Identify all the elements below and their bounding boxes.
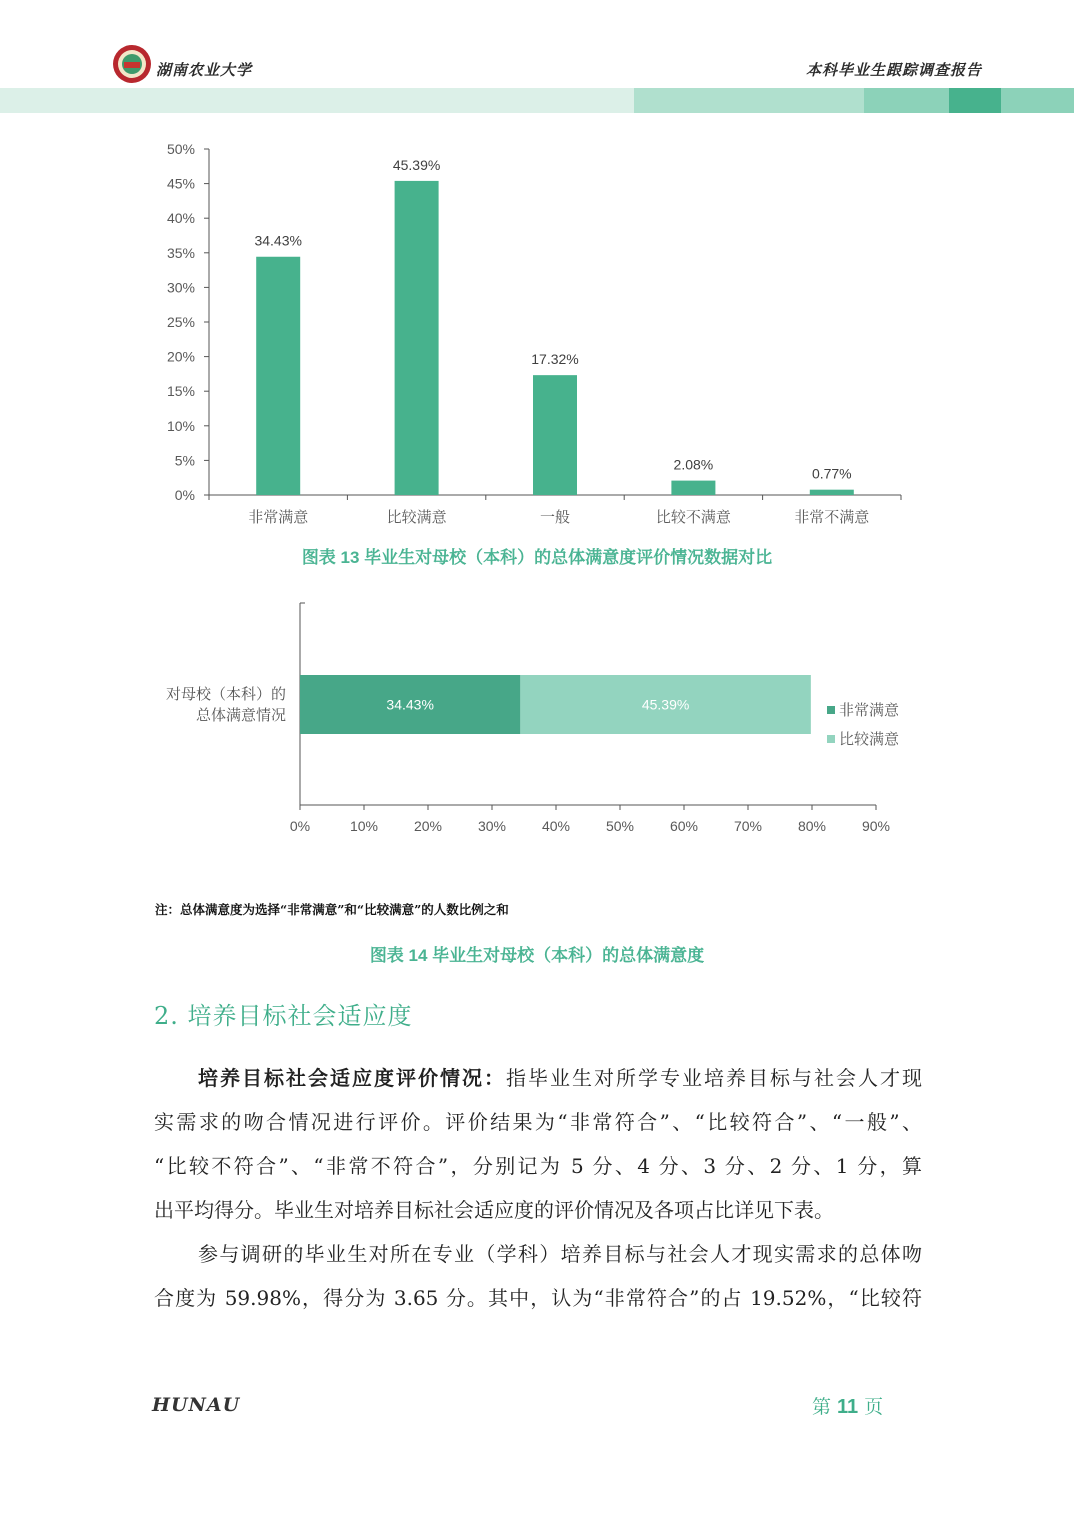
- x-tick-label: 20%: [413, 818, 443, 834]
- paragraph-2-line2: 合度为 59.98%，得分为 3.65 分。其中，认为“非常符合”的占 19.52%，“比较符: [154, 1286, 922, 1310]
- bar-2: [395, 181, 439, 495]
- paragraph-1-lead: 培养目标社会适应度评价情况：: [198, 1066, 506, 1090]
- paragraph-1-line: [154, 1056, 922, 1100]
- y-tick-label: 20%: [166, 348, 195, 365]
- paragraph-1-line3: “比较不符合”、“非常不符合”，分别记为 5 分、4 分、3 分、2 分、1 分，算: [154, 1154, 922, 1178]
- y-tick-label: 35%: [166, 244, 195, 261]
- bar-5: [810, 490, 854, 495]
- category-label-line1: 对母校（本科）的: [165, 686, 286, 703]
- segment-label: 45.39%: [641, 696, 690, 713]
- x-tick-label: 60%: [669, 818, 699, 834]
- report-title: 本科毕业生跟踪调查报告: [805, 61, 982, 79]
- legend-label: 非常满意: [839, 701, 900, 719]
- band-segment: [1001, 88, 1074, 113]
- x-tick-label: 一般: [539, 508, 571, 526]
- paragraph-2: [154, 1232, 922, 1320]
- bar-4: [671, 481, 715, 495]
- x-tick-label: 非常不满意: [794, 508, 870, 526]
- category-label-line2: 总体满意情况: [195, 707, 286, 724]
- data-label: 0.77%: [811, 465, 852, 482]
- y-tick-label: 40%: [166, 210, 195, 227]
- footer-brand: HUNAU: [152, 1394, 241, 1416]
- paragraph-1: [154, 1056, 922, 1232]
- band-segment: [0, 88, 634, 113]
- x-tick-label: 30%: [477, 818, 507, 834]
- y-tick-label: 45%: [166, 175, 195, 192]
- figure14-caption: 图表 14 毕业生对母校（本科）的总体满意度: [369, 946, 705, 965]
- university-logo: [112, 44, 152, 84]
- section-heading: 2. 培养目标社会适应度: [154, 1002, 413, 1030]
- legend-swatch: [827, 735, 835, 743]
- page-number-value: 11: [837, 1396, 859, 1418]
- x-tick-label: 80%: [797, 818, 827, 834]
- bar-1: [256, 257, 300, 495]
- band-segment: [634, 88, 864, 113]
- x-tick-label: 50%: [605, 818, 635, 834]
- y-tick-label: 0%: [174, 487, 195, 503]
- paragraph-1-line4: 出平均得分。毕业生对培养目标社会适应度的评价情况及各项占比详见下表。: [154, 1198, 834, 1222]
- data-label: 45.39%: [392, 156, 441, 173]
- paragraph-2-line1: 参与调研的毕业生对所在专业（学科）培养目标与社会人才现实需求的总体吻: [198, 1242, 922, 1266]
- data-label: 17.32%: [531, 351, 579, 368]
- university-name: 湖南农业大学: [156, 61, 253, 79]
- overall-satisfaction-stacked-chart: [0, 590, 1074, 850]
- paragraph-1-line1: 指毕业生对所学专业培养目标与社会人才现: [506, 1066, 922, 1090]
- x-tick-label: 40%: [541, 818, 571, 834]
- band-segment: [949, 88, 1001, 113]
- data-label: 34.43%: [254, 232, 302, 249]
- page-suffix: 页: [864, 1396, 884, 1418]
- legend-label: 比较满意: [839, 730, 900, 748]
- page-number: [812, 1392, 883, 1419]
- satisfaction-bar-chart: [0, 120, 1074, 540]
- data-label: 2.08%: [673, 456, 714, 473]
- y-tick-label: 30%: [166, 279, 195, 296]
- segment-label: 34.43%: [386, 696, 434, 713]
- x-tick-label: 非常满意: [248, 508, 309, 526]
- y-tick-label: 5%: [174, 452, 195, 469]
- band-segment: [864, 88, 949, 113]
- y-tick-label: 15%: [166, 383, 195, 400]
- x-tick-label: 比较不满意: [655, 508, 731, 526]
- legend-swatch: [827, 706, 835, 714]
- x-tick-label: 10%: [349, 818, 379, 834]
- paragraph-1-line2: 实需求的吻合情况进行评价。评价结果为“非常符合”、“比较符合”、“一般”、: [154, 1110, 922, 1134]
- header-color-band: [0, 88, 1074, 113]
- x-tick-label: 70%: [733, 818, 763, 834]
- y-tick-label: 50%: [166, 141, 195, 157]
- y-tick-label: 10%: [166, 417, 195, 434]
- page-prefix: 第: [812, 1396, 832, 1418]
- x-tick-label: 比较满意: [386, 508, 447, 526]
- x-tick-label: 0%: [289, 818, 311, 834]
- figure13-caption: 图表 13 毕业生对母校（本科）的总体满意度评价情况数据对比: [301, 548, 773, 567]
- x-tick-label: 90%: [861, 818, 891, 834]
- chart-note: 注：总体满意度为选择“非常满意”和“比较满意”的人数比例之和: [155, 902, 509, 917]
- y-tick-label: 25%: [166, 314, 195, 330]
- bar-3: [533, 375, 577, 495]
